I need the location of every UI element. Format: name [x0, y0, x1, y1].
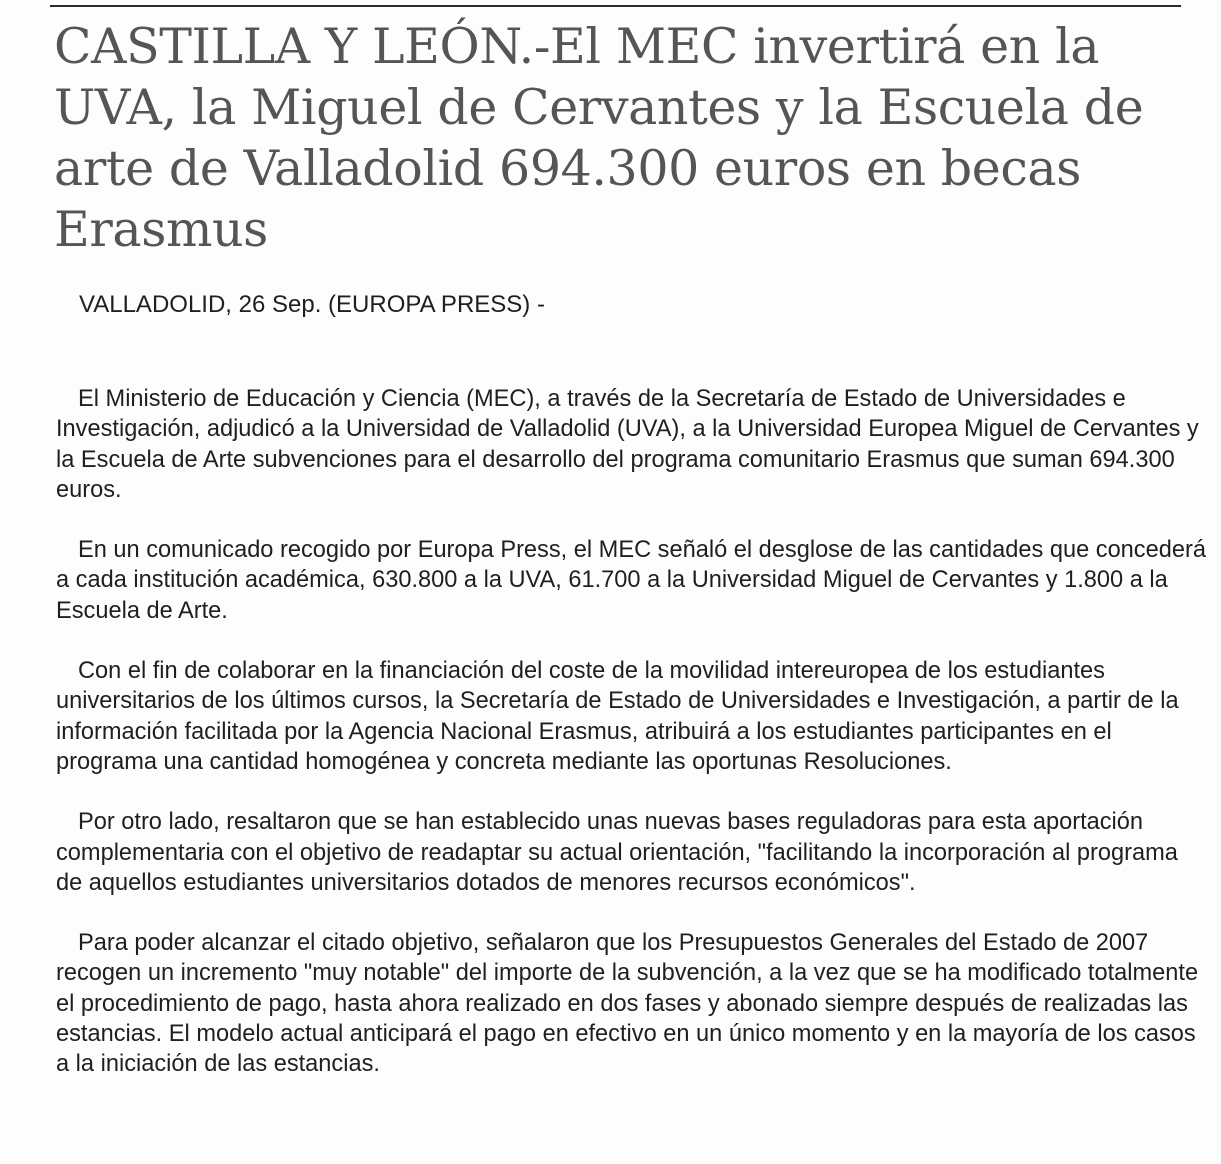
paragraph: En un comunicado recogido por Europa Press, el MEC señaló el desglose de las cantidades que concederá a cada institución académica, 630.800 a la UVA, 61.700 a la Universidad Miguel de Cervantes y 1.800 a la Escuela de Arte.	[56, 537, 1206, 624]
paragraph: El Ministerio de Educación y Ciencia (MEC), a través de la Secretaría de Estado de Universidades e Investigación, adjudicó a la Universidad de Valladolid (UVA), a la Universidad Europea Miguel de Cervantes y la Escuela de Arte subvenciones para el desarrollo del programa comunitario Erasmus que suman 694.300 euros.	[56, 386, 1199, 503]
paragraph: Por otro lado, resaltaron que se han establecido unas nuevas bases reguladoras para esta aportación complementaria con el objetivo de readaptar su actual orientación, "facilitando la incorporación al programa de aquellos estudiantes universitarios dotados de menores recursos económicos".	[56, 809, 1178, 896]
article-body	[56, 384, 1206, 1110]
article-headline: CASTILLA Y LEÓN.-El MEC invertirá en la UVA, la Miguel de Cervantes y la Escuela de arte de Valladolid 694.300 euros en becas Erasmus	[54, 18, 1144, 258]
paragraph: Con el fin de colaborar en la financiación del coste de la movilidad intereuropea de los estudiantes universitarios de los últimos cursos, la Secretaría de Estado de Universidades e Investigación, a partir de la información facilitada por la Agencia Nacional Erasmus, atribuirá a los estudiantes participantes en el programa una cantidad homogénea y concreta mediante las oportunas Resoluciones.	[56, 658, 1179, 775]
article-dateline: VALLADOLID, 26 Sep. (EUROPA PRESS) -	[79, 291, 545, 318]
top-rule	[50, 5, 1181, 7]
paragraph: Para poder alcanzar el citado objetivo, señalaron que los Presupuestos Generales del Estado de 2007 recogen un incremento "muy notable" del importe de la subvención, a la vez que se ha modificado totalmente el procedimiento de pago, hasta ahora realizado en dos fases y abonado siempre después de realizadas las estancias. El modelo actual anticipará el pago en efectivo en un único momento y en la mayoría de los casos a la iniciación de las estancias.	[56, 930, 1199, 1078]
